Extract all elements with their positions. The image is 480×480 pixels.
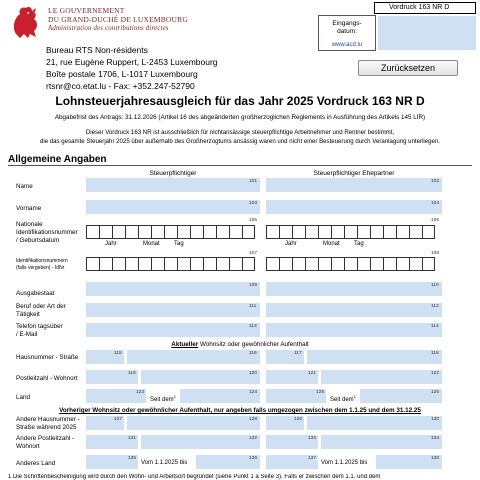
field-number: 112 [431,304,439,309]
digit-cell[interactable] [99,225,112,239]
street-spouse[interactable] [307,350,442,364]
section-divider [8,165,472,166]
date-part-monat: Monat [323,241,340,247]
label-id-numbers: Identifikationsnummern (falls vergeben) - IdNr [16,258,68,271]
digit-cell[interactable] [190,225,203,239]
section-title: Allgemeine Angaben [8,154,107,165]
digit-cell[interactable] [331,257,344,271]
government-header [48,6,228,33]
idnr-spouse[interactable] [266,257,435,271]
field-number: 136 [249,456,258,461]
label-hausnummer: Hausnummer - Straße [16,354,79,361]
field-number: 121 [308,371,317,376]
field-number: 101 [249,179,258,184]
form-number-tag: Vordruck 163 NR D [374,2,476,14]
digit-cell[interactable] [203,257,216,271]
digit-cell[interactable] [318,257,331,271]
col-head-spouse: Steuerpflichtiger Ehepartner [313,170,395,177]
field-number: 120 [249,371,258,376]
digit-cell[interactable] [266,225,279,239]
from-until-label: Vom 1.1.2025 bis [321,460,368,466]
field-number: 110 [431,283,439,288]
address-line: 21, rue Eugène Ruppert, L-2453 Luxembourg [46,57,218,67]
digit-cell[interactable] [279,257,292,271]
digit-cell[interactable] [99,257,112,271]
digit-cell[interactable] [344,257,357,271]
field-number: 125 [316,390,325,395]
label-land: Land [16,394,31,401]
reset-button[interactable]: Zurücksetzen [358,60,458,76]
digit-cell[interactable] [279,225,292,239]
since-label: Seit dem$^1$ [150,394,176,403]
digit-cell[interactable] [305,257,318,271]
field-number: 113 [249,324,257,329]
field-number: 119 [128,371,136,376]
notice-line: die das gesamte Steuerjahr 2025 über außerhalb des Großherzogtums ansässig waren und nicht einer Besteuerung durch Veranlagung unterliegen. [39,138,441,145]
date-part-tag: Tag [174,241,184,247]
label-ausgabestaat: Ausgabestaat [16,290,55,297]
digit-cell[interactable] [292,257,305,271]
idnr-taxpayer[interactable] [86,257,255,271]
digit-cell[interactable] [383,225,396,239]
label-andere-postleitzahl: Andere Postleitzahl - Wohnort [16,435,75,450]
digit-cell[interactable] [409,225,422,239]
name-field-taxpayer[interactable] [86,178,260,192]
field-number: 117 [294,351,302,356]
digit-cell[interactable] [422,257,435,271]
date-part-jahr: Jahr [285,241,297,247]
gov-line-1: LE GOUVERNEMENT [48,6,125,15]
city-taxpayer[interactable] [141,370,260,384]
receipt-date-box [318,15,376,51]
digit-cell[interactable] [229,225,242,239]
field-number: 134 [431,436,440,441]
current-residence-rest: Wohnsitz oder gewöhnlicher Aufenthalt [198,341,309,348]
label-vorname: Vorname [16,205,42,212]
national-id-spouse[interactable] [266,225,435,239]
field-number: 132 [249,436,258,441]
field-number: 114 [431,324,439,329]
address-line: rtsnr@co.etat.lu - Fax: +352.247-52790 [46,81,195,91]
digit-cell[interactable] [125,257,138,271]
col-head-taxpayer: Steuerpflichtiger [149,170,197,177]
prev-city-spouse[interactable] [321,435,442,449]
date-part-tag: Tag [354,241,364,247]
field-number: 128 [249,417,258,422]
field-number: 107 [249,251,258,256]
date-part-monat: Monat [143,241,160,247]
field-number: 129 [294,417,303,422]
phone-email-taxpayer[interactable] [86,323,260,337]
field-number: 106 [431,218,440,223]
field-number: 123 [136,390,145,395]
prev-city-taxpayer[interactable] [141,435,260,449]
address-line: Boîte postale 1706, L-1017 Luxembourg [46,69,198,79]
digit-cell[interactable] [138,257,151,271]
digit-cell[interactable] [409,257,422,271]
digit-cell[interactable] [151,225,164,239]
digit-cell[interactable] [112,225,125,239]
digit-cell[interactable] [305,225,318,239]
admin-line: Administration des contributions directes [48,25,169,32]
from-until-label: Vom 1.1.2025 bis [141,460,188,466]
prev-street-spouse[interactable] [307,416,442,430]
since-label: Seit dem$^1$ [330,394,356,403]
field-number: 130 [431,417,440,422]
issuing-state-spouse[interactable] [266,282,442,296]
field-number: 131 [128,436,137,441]
occupation-taxpayer[interactable] [86,303,260,317]
digit-cell[interactable] [357,225,370,239]
field-number: 111 [249,304,257,309]
field-number: 108 [431,251,440,256]
issuing-state-taxpayer[interactable] [86,282,260,296]
field-number: 138 [431,456,440,461]
digit-cell[interactable] [86,225,99,239]
digit-cell[interactable] [344,225,357,239]
digit-cell[interactable] [112,257,125,271]
digit-cell[interactable] [164,257,177,271]
digit-cell[interactable] [203,225,216,239]
field-number: 109 [249,283,258,288]
digit-cell[interactable] [370,225,383,239]
field-number: 133 [308,436,317,441]
notice-line: Dieser Vordruck 163 NR ist ausschließlich für nichtansässige steuerpflichtige Arbeitnehmer und Rentner bestimmt, [85,129,395,136]
name-field-spouse[interactable] [266,178,442,192]
prev-street-taxpayer[interactable] [127,416,260,430]
current-residence-heading [0,341,480,348]
digit-cell[interactable] [216,257,229,271]
field-number: 105 [249,218,258,223]
digit-cell[interactable] [125,225,138,239]
field-number: 127 [114,417,123,422]
label-name: Name [16,183,33,190]
previous-residence-heading: Vorheriger Wohnsitz oder gewöhnlicher Aufenthalt, nur angeben falls umgezogen zwischen dem 1.1.25 und dem 31.12.25 [59,407,421,414]
field-number: 124 [249,390,258,395]
date-part-jahr: Jahr [105,241,117,247]
luxembourg-lion-logo [8,4,42,40]
digit-cell[interactable] [331,225,344,239]
digit-cell[interactable] [216,225,229,239]
field-number: 135 [128,456,137,461]
digit-cell[interactable] [318,225,331,239]
city-spouse[interactable] [321,370,442,384]
field-number: 116 [249,351,257,356]
footnote: 1 Die Schriftenbescheinigung wird durch den Wohn- und Arbeitsort begründet (siehe Punkt 1 a Seite 3). Falls er zwischen dem 1.1. und dem [8,474,381,480]
digit-cell[interactable] [242,225,255,239]
field-number: 115 [114,351,122,356]
acd-website-link[interactable]: www.acd.lu [331,42,363,48]
digit-cell[interactable] [177,225,190,239]
phone-email-spouse[interactable] [266,323,442,337]
label-beruf: Beruf oder Art der Tätigkeit [16,303,66,318]
digit-cell[interactable] [357,257,370,271]
digit-cell[interactable] [370,257,383,271]
field-number: 122 [431,371,440,376]
label-andere-hausnummer: Andere Hausnummer - Straße während 2025 [16,416,80,431]
digit-cell[interactable] [229,257,242,271]
digit-cell[interactable] [138,225,151,239]
vorname-field-spouse[interactable] [266,200,442,214]
digit-cell[interactable] [190,257,203,271]
office-address [46,44,218,92]
field-number: 126 [431,390,440,395]
since-date-spouse[interactable] [360,389,442,403]
address-line: Bureau RTS Non-résidents [46,45,148,55]
digit-cell[interactable] [151,257,164,271]
digit-cell[interactable] [383,257,396,271]
digit-cell[interactable] [396,225,409,239]
field-number: 102 [431,179,440,184]
field-number: 104 [431,201,440,206]
digit-cell[interactable] [86,257,99,271]
field-number: 118 [431,351,439,356]
deadline-text: Abgabefrist des Antrags: 31.12.2026 (Artikel 16 des abgeänderten großherzoglichen Reglements in Ausführung des Artikels 145 LIR) [54,114,426,121]
current-residence-em: Aktueller [171,341,199,348]
label-anderes-land: Anderes Land [16,460,56,467]
digit-cell[interactable] [422,225,435,239]
occupation-spouse[interactable] [266,303,442,317]
form-title: Lohnsteuerjahresausgleich für das Jahr 2025 Vordruck 163 NR D [55,94,425,108]
digit-cell[interactable] [292,225,305,239]
notice-text [0,128,480,146]
digit-cell[interactable] [266,257,279,271]
vorname-field-taxpayer[interactable] [86,200,260,214]
gov-line-2: DU GRAND-DUCHÉ DE LUXEMBOURG [48,15,188,24]
receipt-date-label: Eingangs- datum: [332,20,362,35]
field-number: 103 [249,201,258,206]
label-national-id: Nationale Identifikationsnummer / Geburtsdatum [16,221,78,244]
receipt-date-field[interactable] [378,16,476,50]
since-date-taxpayer[interactable] [180,389,260,403]
digit-cell[interactable] [177,257,190,271]
label-telefon: Telefon tagsüber / E-Mail [16,323,63,338]
label-postleitzahl: Postleitzahl - Wohnort [16,375,78,382]
street-taxpayer[interactable] [127,350,260,364]
digit-cell[interactable] [396,257,409,271]
digit-cell[interactable] [242,257,255,271]
national-id-taxpayer[interactable] [86,225,255,239]
field-number: 137 [308,456,317,461]
digit-cell[interactable] [164,225,177,239]
